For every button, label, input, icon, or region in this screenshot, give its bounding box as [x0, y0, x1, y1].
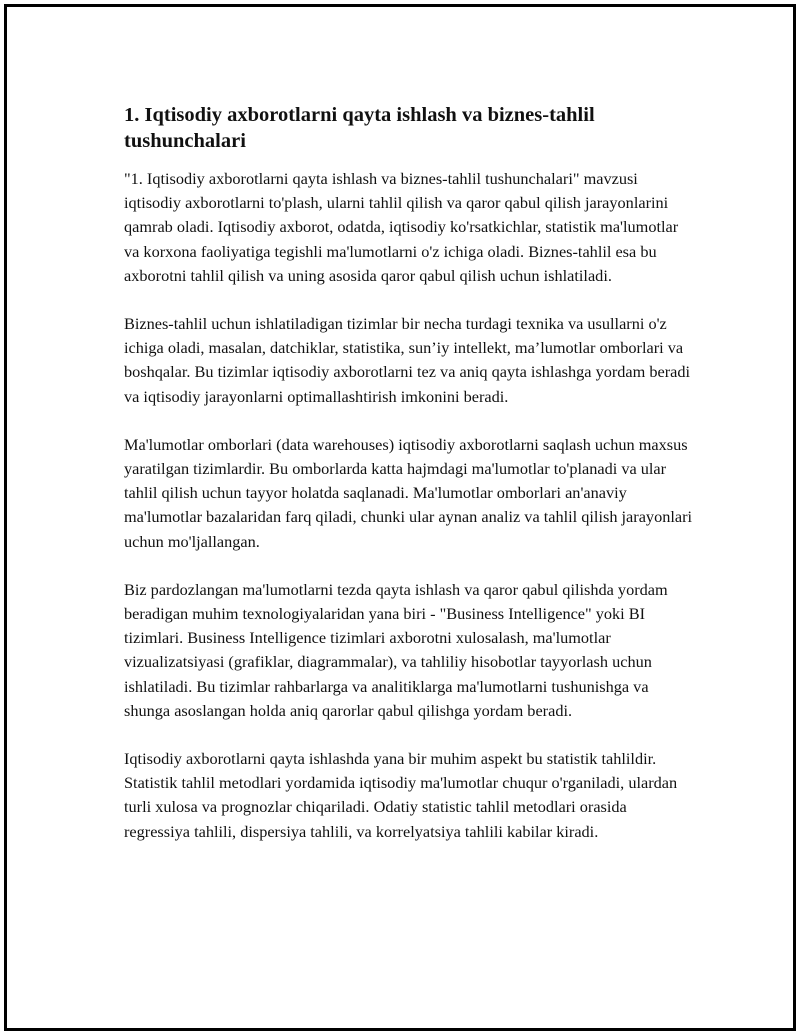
paragraph-4: Biz pardozlangan ma'lumotlarni tezda qayta ishlash va qaror qabul qilishda yordam beradigan muhim texnologiyalaridan yana biri - "Business Intelligence" yoki BI tizimlari. Business Intelligence tizimlari axborotni xulosalash, ma'lumotlar vizualizatsiyasi (grafiklar, diagrammalar), va tahliliy hisobotlar tayyorlash uchun ishlatiladi. Bu tizimlar rahbarlarga va analitiklarga ma'lumotlarni tushunishga va shunga asoslangan holda aniq qarorlar qabul qilishga yordam beradi.	[124, 579, 668, 720]
paragraph-3: Ma'lumotlar omborlari (data warehouses) iqtisodiy axborotlarni saqlash uchun maxsus yaratilgan tizimlardir. Bu omborlarda katta hajmdagi ma'lumotlar to'planadi va ular tahlil qilish uchun tayyor holatda saqlanadi. Ma'lumotlar omborlari an'anaviy ma'lumotlar bazalaridan farq qiladi, chunki ular aynan analiz va tahlil qilish jarayonlari uchun mo'ljallangan.	[124, 434, 693, 551]
paragraph-2: Biznes-tahlil uchun ishlatiladigan tizimlar bir necha turdagi texnika va usullarni o'z ichiga oladi, masalan, datchiklar, statistika, sun’iy intellekt, ma’lumotlar omborlari va boshqalar. Bu tizimlar iqtisodiy axborotlarni tez va aniq qayta ishlashga yordam beradi va iqtisodiy jarayonlarni optimallashtirish imkonini beradi.	[124, 314, 691, 406]
document-body	[124, 102, 694, 868]
document-title: 1. Iqtisodiy axborotlarni qayta ishlash va biznes-tahlil tushunchalari	[124, 104, 595, 152]
paragraph-5: Iqtisodiy axborotlarni qayta ishlashda yana bir muhim aspekt bu statistik tahlildir. Statistik tahlil metodlari yordamida iqtisodiy ma'lumotlar chuqur o'rganiladi, ulardan turli xulosa va prognozlar chiqariladi. Odatiy statistic tahlil metodlari orasida regressiya tahlili, dispersiya tahlili, va korrelyatsiya tahlili kabilar kiradi.	[124, 749, 678, 841]
paragraph-1: "1. Iqtisodiy axborotlarni qayta ishlash va biznes-tahlil tushunchalari" mavzusi iqtisodiy axborotlarni to'plash, ularni tahlil qilish va qaror qabul qilish jarayonlarini qamrab oladi. Iqtisodiy axborot, odatda, iqtisodiy ko'rsatkichlar, statistik ma'lumotlar va korxona faoliyatiga tegishli ma'lumotlarni o'z ichiga oladi. Biznes-tahlil esa bu axborotni tahlil qilish va uning asosida qaror qabul qilish uchun ishlatiladi.	[124, 169, 679, 285]
page-frame	[4, 4, 796, 1031]
